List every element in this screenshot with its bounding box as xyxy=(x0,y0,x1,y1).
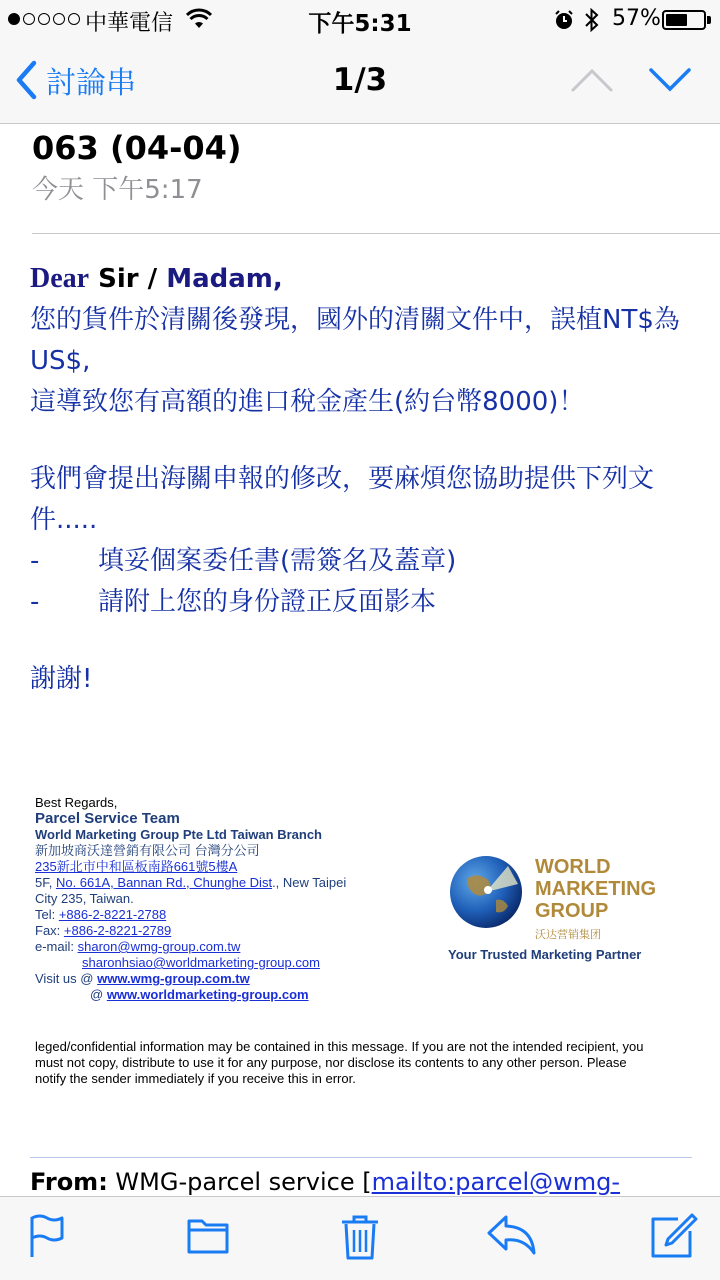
list-item xyxy=(30,582,700,623)
reply-icon[interactable] xyxy=(486,1213,538,1262)
mailto-link[interactable]: mailto:parcel@wmg- xyxy=(371,1168,621,1196)
message-date: 今天 下午5:17 xyxy=(32,175,203,205)
bluetooth-icon xyxy=(583,7,601,38)
address-en-link[interactable]: No. 661A, Bannan Rd., Chunghe Dist xyxy=(55,875,273,890)
header-divider xyxy=(32,233,720,234)
email-link-2[interactable]: sharonhsiao@worldmarketing-group.com xyxy=(82,955,320,970)
signature-regards: Best Regards, xyxy=(35,795,118,810)
chevron-up-icon[interactable] xyxy=(570,66,614,99)
quote-divider xyxy=(30,1157,692,1158)
fax-label: Fax: xyxy=(35,923,64,938)
status-time: 下午5:31 xyxy=(308,11,412,37)
list-item-text: 請附上您的身份證正反面影本 xyxy=(98,587,437,617)
flag-icon[interactable] xyxy=(28,1213,66,1264)
signature-company-cn: 新加坡商沃達營銷有限公司 台灣分公司 xyxy=(35,843,260,858)
fax-link[interactable]: +886-2-8221-2789 xyxy=(63,923,172,938)
list-item-text: 填妥個案委任書(需簽名及蓋章) xyxy=(98,546,457,576)
body-paragraph-1: 您的貨件於清關後發現，國外的清關文件中，誤植NT$為US$, xyxy=(30,305,680,376)
message-counter: 1/3 xyxy=(332,62,388,98)
signature-team: Parcel Service Team xyxy=(35,810,180,827)
logo-line-2: MARKETING xyxy=(535,878,657,900)
signature-fax xyxy=(35,923,365,939)
logo-cn: 沃达营销集团 xyxy=(535,928,601,941)
disclaimer: leged/confidential information may be contained in this message. If you are not the intended recipient, you must not copy, distribute to use it for any purpose, nor disclose its contents to any other person. Please notify the sender immediately if you receive this in error. xyxy=(35,1039,644,1086)
body-paragraph-2: 這導致您有高額的進口稅金產生(約台幣8000)！ xyxy=(30,387,585,417)
logo-line-1: WORLD xyxy=(535,856,611,878)
back-button-label: 討論串 xyxy=(46,66,136,101)
greeting xyxy=(30,258,700,300)
status-bar xyxy=(0,0,720,40)
signature-email xyxy=(35,939,365,955)
tel-link[interactable]: +886-2-8221-2788 xyxy=(58,907,167,922)
battery-cap xyxy=(707,16,711,24)
body-paragraph-3: 我們會提出海關申報的修改，要麻煩您協助提供下列文件..... xyxy=(30,464,655,535)
signature-block xyxy=(35,795,365,1003)
address-rest: ., New Taipei City 235, Taiwan. xyxy=(35,875,347,906)
address-cn-link[interactable]: 235新北市中和區板南路661號5樓A xyxy=(35,859,238,874)
bullet-dash: - xyxy=(30,546,40,576)
at-label: @ xyxy=(90,987,107,1002)
tel-label: Tel: xyxy=(35,907,59,922)
visit-label: Visit us @ xyxy=(35,971,98,986)
message-subject: 063 (04-04) xyxy=(32,129,242,167)
email-label: e-mail: xyxy=(35,939,78,954)
alarm-icon xyxy=(553,9,575,36)
greeting-dear: Dear xyxy=(30,263,90,294)
from-line xyxy=(30,1168,620,1196)
from-label: From: xyxy=(30,1168,108,1196)
message-header xyxy=(0,124,720,234)
folder-icon[interactable] xyxy=(186,1213,230,1262)
signature-visit-2 xyxy=(35,987,365,1003)
bottom-toolbar xyxy=(0,1196,720,1280)
from-name: WMG-parcel service [ xyxy=(107,1168,372,1196)
list-item xyxy=(30,541,700,582)
battery-percent: 57% xyxy=(612,6,661,31)
signature-address xyxy=(35,875,365,907)
signature-visit xyxy=(35,971,365,987)
company-logo xyxy=(446,854,676,966)
chevron-down-icon[interactable] xyxy=(648,66,692,99)
greeting-madam: Madam, xyxy=(166,264,283,294)
trash-icon[interactable] xyxy=(340,1213,380,1266)
bullet-dash: - xyxy=(30,587,40,617)
logo-line-3: GROUP xyxy=(535,900,609,922)
battery-icon xyxy=(662,10,706,30)
navigation-bar xyxy=(0,40,720,124)
greeting-sir: Sir / xyxy=(89,264,167,294)
body-thanks: 謝謝! xyxy=(30,664,93,694)
website-link[interactable]: www.wmg-group.com.tw xyxy=(97,971,250,986)
address-prefix: 5F, xyxy=(35,875,56,890)
logo-wordmark xyxy=(535,856,656,922)
signature-tel xyxy=(35,907,365,923)
message-body xyxy=(30,258,700,700)
logo-tagline: Your Trusted Marketing Partner xyxy=(448,947,642,962)
globe-icon xyxy=(448,854,524,930)
battery-level xyxy=(666,14,687,26)
website-link-2[interactable]: www.worldmarketing-group.com xyxy=(106,987,309,1002)
carrier-name: 中華電信 xyxy=(85,11,174,36)
email-link[interactable]: sharon@wmg-group.com.tw xyxy=(77,939,241,954)
signature-company: World Marketing Group Pte Ltd Taiwan Branch xyxy=(35,827,322,842)
compose-icon[interactable] xyxy=(650,1213,698,1264)
